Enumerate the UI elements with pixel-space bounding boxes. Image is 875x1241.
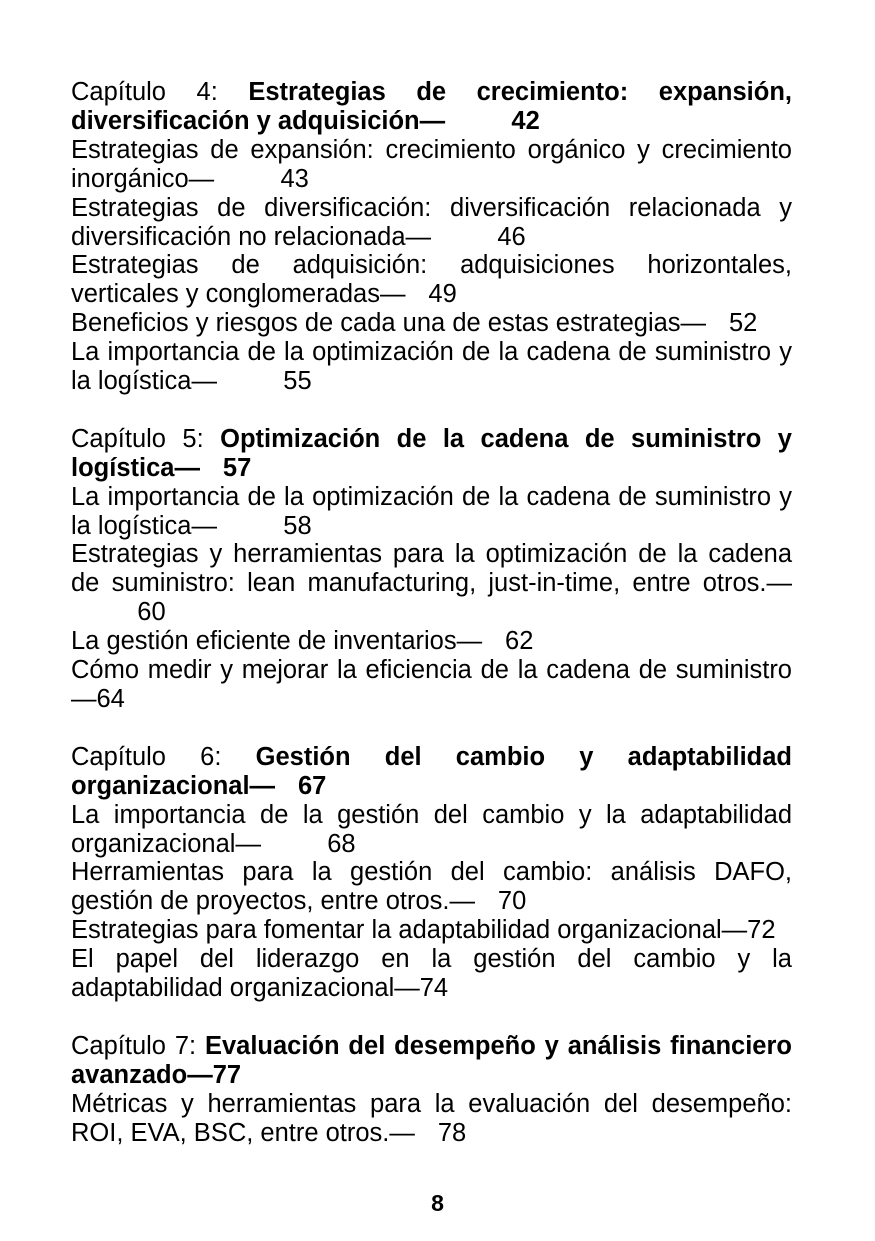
chapter-title: Evaluación del desempeño y análisis financiero avanzado—77 xyxy=(71,1031,792,1089)
toc-entry xyxy=(71,1090,792,1148)
chapter-heading xyxy=(71,78,792,136)
toc-entry-page: 62 xyxy=(505,627,534,656)
toc-entry-page: 60 xyxy=(137,598,166,627)
toc-entry-text: El papel del liderazgo en la gestión del cambio y la adaptabilidad organizacional— xyxy=(71,945,792,1003)
chapter-heading xyxy=(71,1032,792,1090)
toc-entry-page: 55 xyxy=(283,367,312,396)
toc-entry-page: 46 xyxy=(497,222,526,251)
toc-entry-text: La gestión eficiente de inventarios— xyxy=(71,627,483,656)
toc-entry-text: Estrategias y herramientas para la optimización de la cadena de suministro: lean manufacturing, just-in-time, entre otros.— xyxy=(71,540,792,598)
chapter-heading xyxy=(71,425,792,483)
toc-entry-text: Estrategias de diversificación: diversificación relacionada y diversificación no relacionada— xyxy=(71,193,792,251)
chapter-label: Capítulo 7: xyxy=(71,1031,197,1060)
toc-entry-text: La importancia de la optimización de la cadena de suministro y la logística— xyxy=(71,482,792,540)
page-number: 8 xyxy=(431,1190,444,1216)
toc-entry-text: Herramientas para la gestión del cambio: análisis DAFO, gestión de proyectos, entre otros.— xyxy=(71,858,792,916)
toc-entry-text: Cómo medir y mejorar la eficiencia de la cadena de suministro—64 xyxy=(71,656,792,714)
toc-entry-text: Estrategias de adquisición: adquisiciones horizontales, verticales y conglomeradas— xyxy=(71,251,792,309)
toc-entry xyxy=(71,309,792,338)
toc-entry-text: Beneficios y riesgos de cada una de estas estrategias— xyxy=(71,309,707,338)
toc-entry xyxy=(71,801,792,859)
toc-entry xyxy=(71,627,792,656)
toc-entry xyxy=(71,338,792,396)
chapter-6 xyxy=(71,743,792,1003)
toc-entry-page: 74 xyxy=(419,974,449,1003)
chapter-label: Capítulo 6: xyxy=(71,742,222,771)
toc-entry-page: 49 xyxy=(428,280,457,309)
toc-entry-text: Métricas y herramientas para la evaluación del desempeño: ROI, EVA, BSC, entre otros.— xyxy=(71,1089,792,1147)
toc-entry-text: La importancia de la optimización de la cadena de suministro y la logística— xyxy=(71,338,792,396)
toc-entry-page: 70 xyxy=(497,887,527,916)
chapter-title: Optimización de la cadena de suministro y logística— xyxy=(71,424,792,482)
toc-entry-page: 58 xyxy=(283,511,312,540)
toc-entry-text: Estrategias para fomentar la adaptabilidad organizacional—72 xyxy=(71,916,776,945)
toc-entry-page: 52 xyxy=(728,309,758,338)
chapter-title: Gestión del cambio y adaptabilidad organizacional— xyxy=(71,742,792,800)
chapter-page: 57 xyxy=(222,453,252,482)
toc-entry xyxy=(71,656,792,714)
chapter-5 xyxy=(71,425,792,714)
chapter-7 xyxy=(71,1032,792,1148)
toc-entry xyxy=(71,916,792,945)
chapter-page: 42 xyxy=(511,106,540,135)
chapter-label: Capítulo 4: xyxy=(71,78,218,106)
toc-entry-text: La importancia de la gestión del cambio y la adaptabilidad organizacional— xyxy=(71,800,792,858)
toc-entry xyxy=(71,483,792,541)
toc-entry-page: 43 xyxy=(280,164,309,193)
toc-entry-page: 78 xyxy=(437,1118,467,1147)
toc-entry-text: Estrategias de expansión: crecimiento orgánico y crecimiento inorgánico— xyxy=(71,135,792,193)
toc-entry xyxy=(71,251,792,309)
chapter-title: Estrategias de crecimiento: expansión, diversificación y adquisición— xyxy=(71,78,792,135)
chapter-page: 67 xyxy=(297,771,327,800)
toc-entry xyxy=(71,194,792,252)
chapter-heading xyxy=(71,743,792,801)
chapter-4 xyxy=(71,78,792,396)
toc-entry xyxy=(71,136,792,194)
toc-entry xyxy=(71,858,792,916)
table-of-contents xyxy=(71,78,792,1147)
chapter-label: Capítulo 5: xyxy=(71,424,204,453)
toc-entry xyxy=(71,540,792,627)
toc-entry-page: 68 xyxy=(327,829,356,858)
toc-entry xyxy=(71,945,792,1003)
